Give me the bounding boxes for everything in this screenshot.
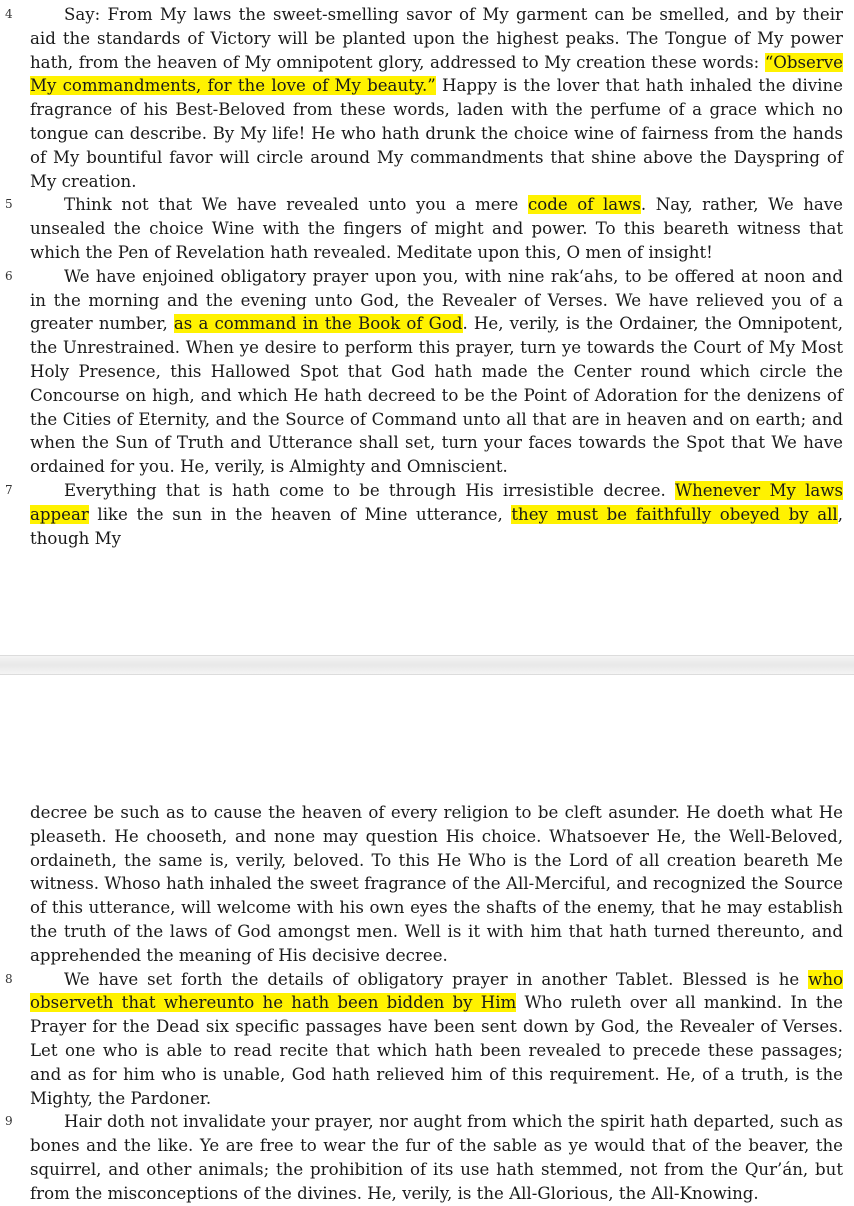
paragraph-text: Hair doth not invalidate your prayer, nor aught from which the spirit hath departed, such as bones and the like. Ye are free to wear the fur of the sable as ye would that of the beaver, the squirrel, and other animals; the prohibition of its use hath stemmed, not from the Qur’án, but from the misconceptions of the divines. He, verily, is the All-Glorious, the All-Knowing.	[30, 1112, 843, 1203]
paragraph-text: Everything that is hath come to be through His irresistible decree.	[64, 480, 676, 500]
highlighted-text: who observeth that whereunto he hath been bidden by Him	[30, 969, 843, 1013]
paragraph	[5, 968, 844, 1111]
highlighted-text: Whenever My laws appear	[30, 480, 844, 524]
bottom-page	[0, 675, 854, 1203]
paragraph-text: decree be such as to cause the heaven of every religion to be cleft asunder. He doeth what He pleaseth. He chooseth, and none may question His choice. Whatsoever He, the Well-Beloved, ordaineth, the same is, verily, beloved. To this He Who is the Lord of all creation beareth Me witness. Whoso hath inhaled the sweet fragrance of the All-Merciful, and recognized the Source of this utterance, will welcome with his own eyes the shafts of the enemy, that he may establish the truth of the laws of God amongst men. Well is it with him that hath turned thereunto, and apprehended the meaning of His decisive decree.	[30, 803, 843, 965]
paragraph-text: Think not that We have revealed unto you a mere	[64, 195, 528, 215]
paragraph	[5, 265, 843, 479]
paragraph-text: , though My	[30, 504, 844, 548]
paragraph-text: like the sun in the heaven of Mine utterance,	[88, 504, 512, 524]
paragraph-number: 8	[5, 971, 13, 986]
paragraph	[5, 3, 843, 193]
bottom-page-text	[5, 801, 844, 1206]
page-separator	[0, 655, 854, 675]
paragraph	[30, 801, 843, 968]
top-page-text	[5, 3, 844, 550]
paragraph-text: We have set forth the details of obligatory prayer in another Tablet. Blessed is he	[64, 969, 809, 989]
paragraph-text: . Nay, rather, We have unsealed the choice Wine with the fingers of might and power. To this beareth witness that which the Pen of Revelation hath revealed. Meditate upon this, O men of insight!	[30, 195, 843, 262]
paragraph-number: 9	[5, 1114, 13, 1129]
paragraph-number: 5	[5, 197, 13, 212]
paragraph-text: We have enjoined obligatory prayer upon you, with nine rak‘ahs, to be offered at noon and in the morning and the evening unto God, the Revealer of Verses. We have relieved you of a greater number,	[30, 266, 843, 334]
paragraph-number: 6	[5, 268, 13, 283]
paragraph-text: Who ruleth over all mankind. In the Prayer for the Dead six specific passages have been sent down by God, the Revealer of Verses. Let one who is able to read recite that which hath been revealed to precede these passages; and as for him who is unable, God hath relieved him of this requirement. He, of a truth, is the Mighty, the Pardoner.	[30, 993, 844, 1108]
highlighted-text: as a command in the Book of God	[173, 314, 463, 334]
paragraph	[5, 1110, 843, 1205]
paragraph-text: Happy is the lover that hath inhaled the divine fragrance of his Best-Beloved from these words, laden with the perfume of a grace which no tongue can describe. By My life! He who hath drunk the choice wine of fairness from the hands of My bountiful favor will circle around My commandments that shine above the Dayspring of My creation.	[30, 76, 843, 191]
paragraph-number: 4	[5, 7, 13, 21]
paragraph-number: 7	[5, 482, 13, 497]
highlighted-text: “Observe My commandments, for the love of My beauty.”	[30, 52, 843, 96]
highlighted-text: they must be faithfully obeyed by all	[511, 504, 838, 524]
paragraph	[5, 479, 844, 550]
paragraph-text: Say: From My laws the sweet-smelling savor of My garment can be smelled, and by their aid the standards of Victory will be planted upon the highest peaks. The Tongue of My power hath, from the heaven of My omnipotent glory, addressed to My creation these words:	[30, 5, 843, 72]
paragraph	[5, 193, 843, 264]
highlighted-text: code of laws	[527, 195, 641, 215]
paragraph-text: . He, verily, is the Ordainer, the Omnipotent, the Unrestrained. When ye desire to perform this prayer, turn ye towards the Court of My Most Holy Presence, this Hallowed Spot that God hath made the Center round which circle the Concourse on high, and which He hath decreed to be the Point of Adoration for the denizens of the Cities of Eternity, and the Source of Command unto all that are in heaven and on earth; and when the Sun of Truth and Utterance shall set, turn your faces towards the Spot that We have ordained for you. He, verily, is Almighty and Omniscient.	[30, 314, 843, 477]
